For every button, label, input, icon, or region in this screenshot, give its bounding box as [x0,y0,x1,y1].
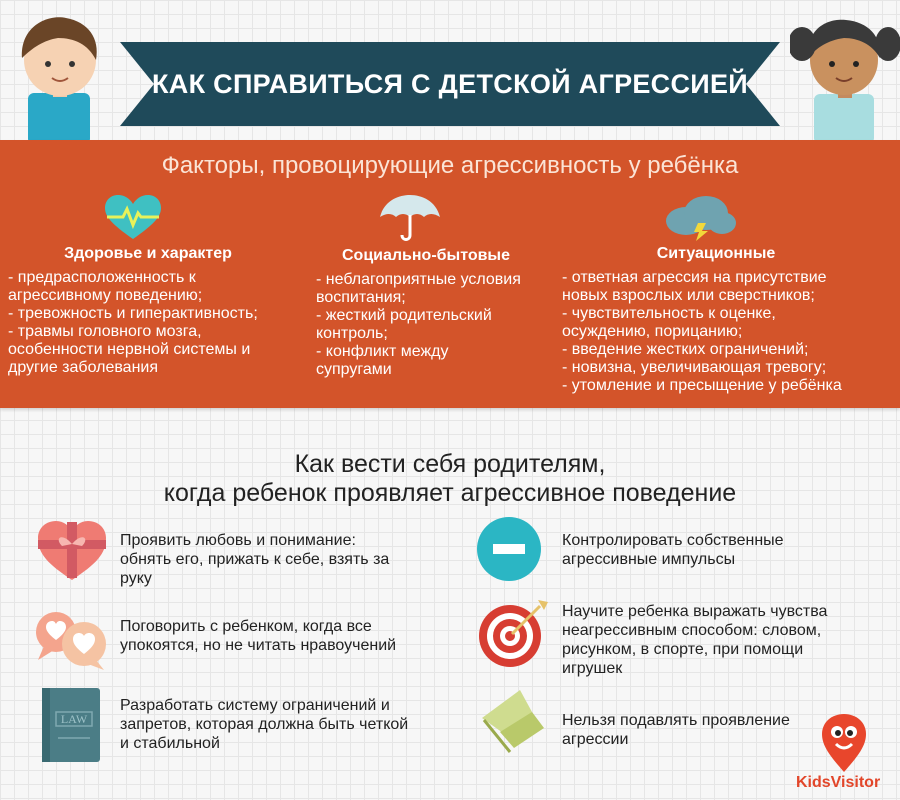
factor-item: особенности нервной системы и [8,341,251,358]
factor-item: осуждению, порицанию; [562,323,743,340]
logo-mascot-icon [820,712,868,774]
tip-line: Разработать систему ограничений и [120,697,390,714]
tip-line: и стабильной [120,735,220,752]
factor-item: - травмы головного мозга, [8,323,202,340]
logo-text: KidsVisitor [796,774,881,791]
tip-line: Контролировать собственные [562,532,784,549]
title-banner [120,42,780,126]
law-book-icon [42,688,100,762]
factor-item: супругами [316,361,392,378]
factor-item: - предрасположенность к [8,269,196,286]
factor-item: - новизна, увеличивающая тревогу; [562,359,827,376]
page-title: КАК СПРАВИТЬСЯ С ДЕТСКОЙ АГРЕССИЕЙ [152,68,748,99]
tip-line: игрушек [562,660,623,677]
tip-line: агрессивные импульсы [562,551,736,568]
tip-left-3 [120,696,408,753]
parents-title-line: Как вести себя родителям, [294,450,606,478]
factor-item: - чувствительность к оценке, [562,305,776,322]
parents-title [0,450,900,508]
tip-line: рисунком, в спорте, при помощи [562,641,804,658]
factor-heading: Социально-бытовые [341,247,510,264]
factor-items [562,269,892,395]
tip-right-1 [562,531,784,569]
factor-item: - ответная агрессия на присутствие [562,269,827,286]
factor-heading: Ситуационные [656,245,776,262]
tip-left-2 [120,617,396,655]
gift-heart-icon [36,520,108,582]
factor-heading: Здоровье и характер [64,245,232,262]
tip-line: Научите ребенка выражать чувства [562,603,828,620]
factor-item: контроль; [316,325,388,342]
factor-items [8,269,308,377]
factor-item: новых взрослых или сверстников; [562,287,815,304]
tip-line: Проявить любовь и понимание: [120,532,356,549]
tip-left-1 [120,531,389,588]
flag-icon [480,688,546,754]
tip-line: упокоятся, но не читать нравоучений [120,637,397,654]
book-label: LAW [60,712,88,726]
factor-item: - введение жестких ограничений; [562,341,809,358]
factor-item: - тревожность и гиперактивность; [8,305,258,322]
factor-items [316,271,556,379]
tip-line: обнять его, прижать к себе, взять за [120,551,390,568]
tip-right-2 [562,602,827,678]
factor-item: - конфликт между [316,343,449,360]
factor-item: воспитания; [316,289,406,306]
factor-column-health [8,195,308,377]
umbrella-icon [378,195,442,243]
speech-hearts-icon [30,608,112,670]
boy-illustration [8,8,108,143]
heart-pulse-icon [103,195,163,241]
factors-section [0,140,900,408]
factor-item: - утомление и пресыщение у ребёнка [562,377,842,394]
factor-column-social [316,195,556,379]
factor-item: - жесткий родительский [316,307,492,324]
target-arrow-icon [478,598,550,668]
factor-column-situational [562,195,892,395]
tip-line: неагрессивным способом: словом, [562,622,822,639]
kidsvisitor-logo [790,710,900,800]
factors-title: Факторы, провоцирующие агрессивность у ребёнка [161,152,739,179]
factor-item: агрессивному поведению; [8,287,203,304]
parents-title-line: когда ребенок проявляет агрессивное поведение [163,479,737,507]
factor-item: другие заболевания [8,359,159,376]
tip-right-3 [562,711,790,749]
tip-line: агрессии [562,731,629,748]
tip-line: руку [120,570,152,587]
factor-item: - неблагоприятные условия [316,271,521,288]
girl-illustration [790,6,900,143]
tip-line: Нельзя подавлять проявление [562,712,790,729]
storm-cloud-icon [662,195,738,241]
minus-circle-icon [476,516,542,582]
tip-line: запретов, которая должна быть четкой [120,716,409,733]
tip-line: Поговорить с ребенком, когда все [120,618,372,635]
